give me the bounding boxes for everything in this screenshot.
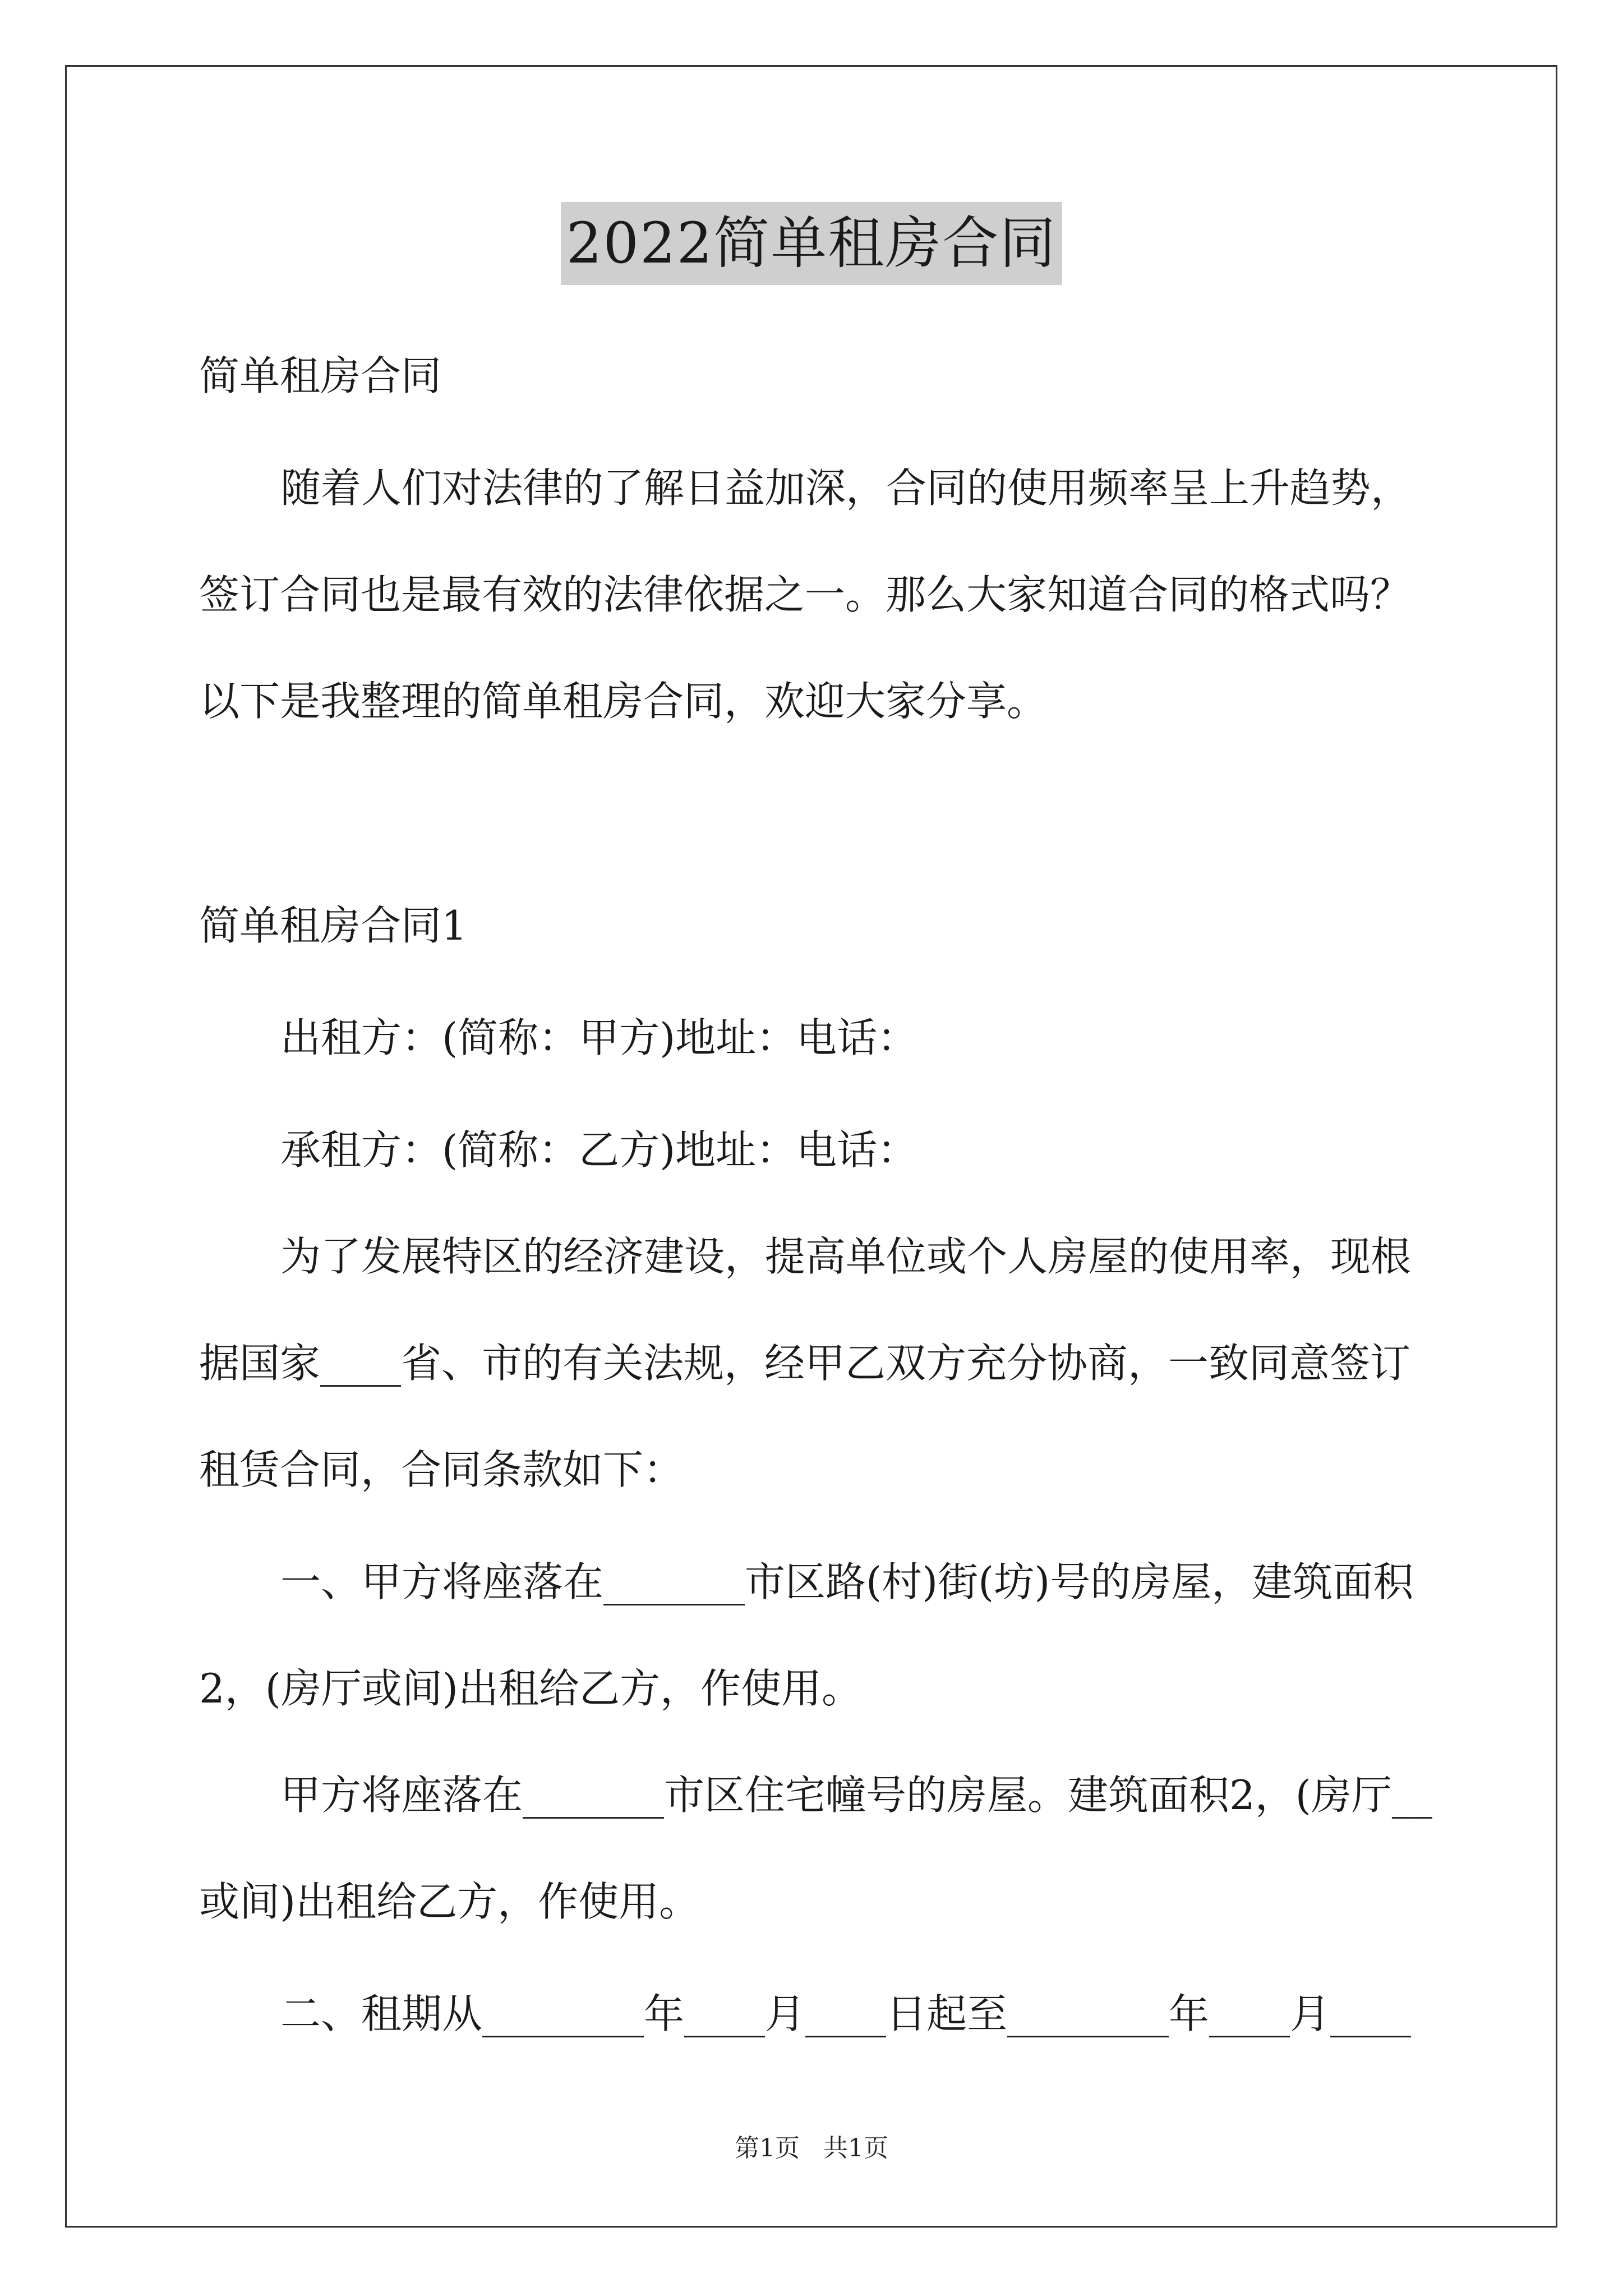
document-title: 2022简单租房合同 — [561, 202, 1063, 285]
intro-line-3: 以下是我整理的简单租房合同，欢迎大家分享。 — [199, 678, 1048, 725]
section-heading: 简单租房合同 — [199, 352, 442, 399]
clause-1-line-2: 2，(房厅或间)出租给乙方，作使用。 — [199, 1665, 862, 1712]
lessee-line: 承租方：(简称：乙方)地址：电话： — [280, 1126, 918, 1174]
intro-line-1: 随着人们对法律的了解日益加深，合同的使用频率呈上升趋势， — [280, 464, 1412, 512]
clause-2-line-1: 二、租期从________年____月____日起至________年____月____ — [280, 1990, 1412, 2037]
preamble-line-1: 为了发展特区的经济建设，提高单位或个人房屋的使用率，现根 — [280, 1233, 1412, 1280]
title-wrap — [0, 202, 1623, 285]
contract-1-heading: 简单租房合同1 — [199, 902, 467, 949]
clause-1-line-1: 一、甲方将座落在_______市区路(村)街(坊)号的房屋，建筑面积 — [280, 1558, 1414, 1605]
clause-1b-line-1: 甲方将座落在_______市区住宅幢号的房屋。建筑面积2，(房厅__ — [280, 1772, 1432, 1819]
lessor-line: 出租方：(简称：甲方)地址：电话： — [280, 1014, 918, 1061]
preamble-line-2: 据国家____省、市的有关法规，经甲乙双方充分协商，一致同意签订 — [199, 1340, 1411, 1387]
clause-1b-line-2: 或间)出租给乙方，作使用。 — [199, 1878, 700, 1925]
preamble-line-3: 租赁合同，合同条款如下： — [199, 1446, 684, 1493]
page-footer: 第1页 共1页 — [735, 2134, 888, 2162]
intro-line-2: 签订合同也是最有效的法律依据之一。那么大家知道合同的格式吗？ — [199, 571, 1411, 618]
